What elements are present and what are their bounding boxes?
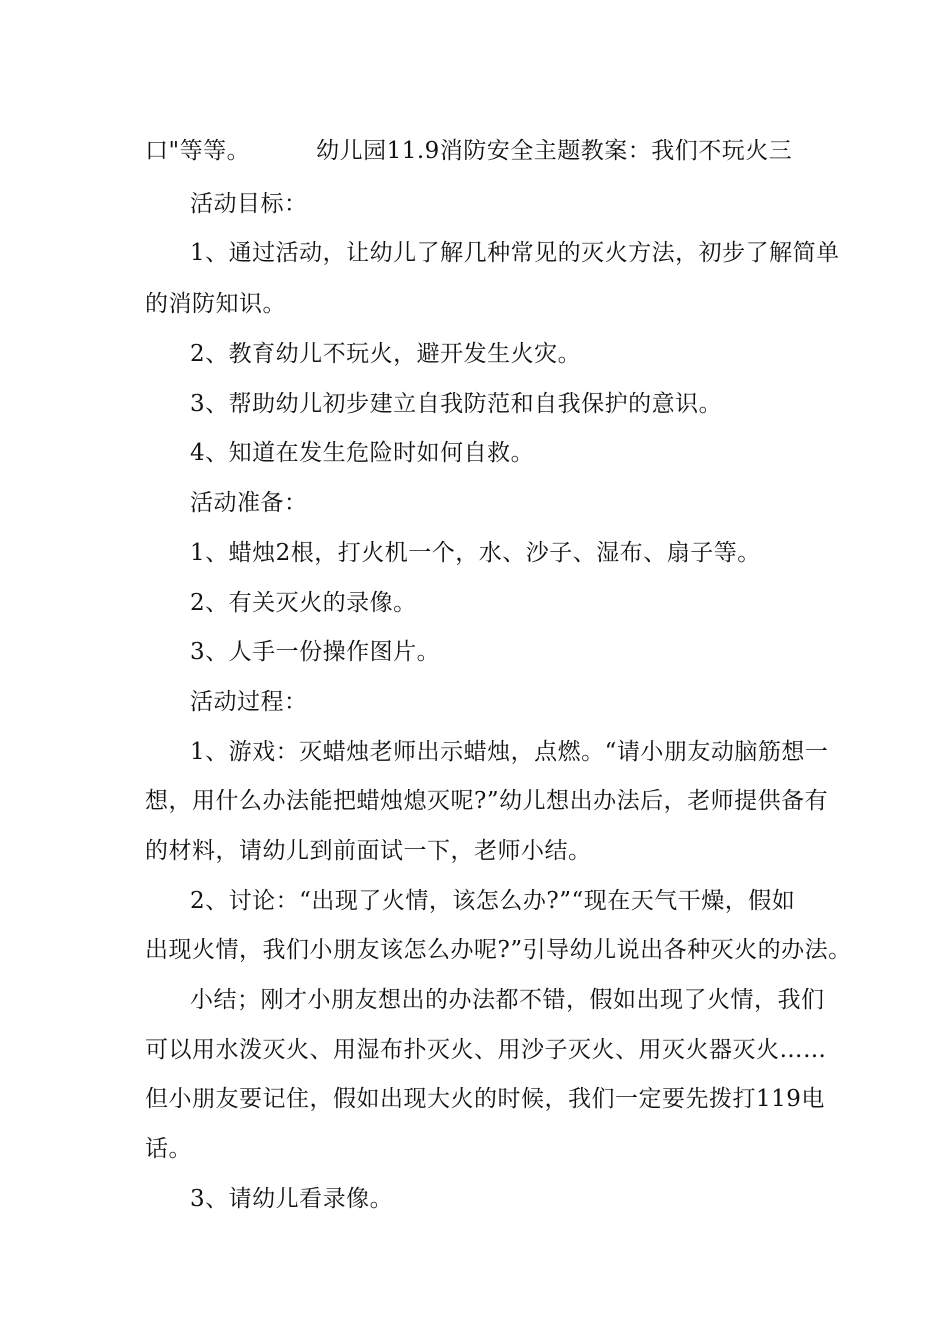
paragraph-line: 1、蜡烛2根，打火机一个，水、沙子、湿布、扇子等。 <box>190 540 761 566</box>
paragraph-line: 的材料，请幼儿到前面试一下，老师小结。 <box>145 838 592 864</box>
paragraph-line: 2、教育幼儿不玩火，避开发生火灾。 <box>190 341 582 367</box>
paragraph-line: 小结；刚才小朋友想出的办法都不错，假如出现了火情，我们 <box>190 987 825 1013</box>
paragraph-line: 1、通过活动，让幼儿了解几种常见的灭火方法，初步了解简单 <box>190 240 840 266</box>
paragraph-line: 的消防知识。 <box>145 291 286 317</box>
paragraph-line: 出现火情，我们小朋友该怎么办呢?”引导幼儿说出各种灭火的办法。 <box>145 937 852 963</box>
paragraph-line: 2、有关灭火的录像。 <box>190 590 417 616</box>
paragraph-line: 3、帮助幼儿初步建立自我防范和自我保护的意识。 <box>190 391 723 417</box>
paragraph-line: 话。 <box>145 1136 192 1162</box>
paragraph-line: 但小朋友要记住，假如出现大火的时候，我们一定要先拨打119电 <box>145 1086 825 1112</box>
document-title: 幼儿园11.9消防安全主题教案：我们不玩火三 <box>316 138 793 164</box>
paragraph-line: 1、游戏：灭蜡烛老师出示蜡烛，点燃。“请小朋友动脑筋想一 <box>190 739 829 765</box>
paragraph-line: 3、请幼儿看录像。 <box>190 1186 394 1212</box>
section-heading-goals: 活动目标： <box>190 191 308 217</box>
section-heading-preparation: 活动准备： <box>190 490 308 516</box>
paragraph-line: 2、讨论：“出现了火情，该怎么办?”“现在天气干燥，假如 <box>190 888 796 914</box>
paragraph-line: 想，用什么办法能把蜡烛熄灭呢?”幼儿想出办法后，老师提供备有 <box>145 788 829 814</box>
section-heading-process: 活动过程： <box>190 689 308 715</box>
paragraph-line: 3、人手一份操作图片。 <box>190 639 441 665</box>
previous-section-ending: 口"等等。 <box>145 138 251 164</box>
paragraph-line: 4、知道在发生危险时如何自救。 <box>190 440 535 466</box>
paragraph-line: 可以用水泼灭火、用湿布扑灭火、用沙子灭火、用灭火器灭火…… <box>145 1037 827 1063</box>
text-line-1 <box>145 136 792 166</box>
